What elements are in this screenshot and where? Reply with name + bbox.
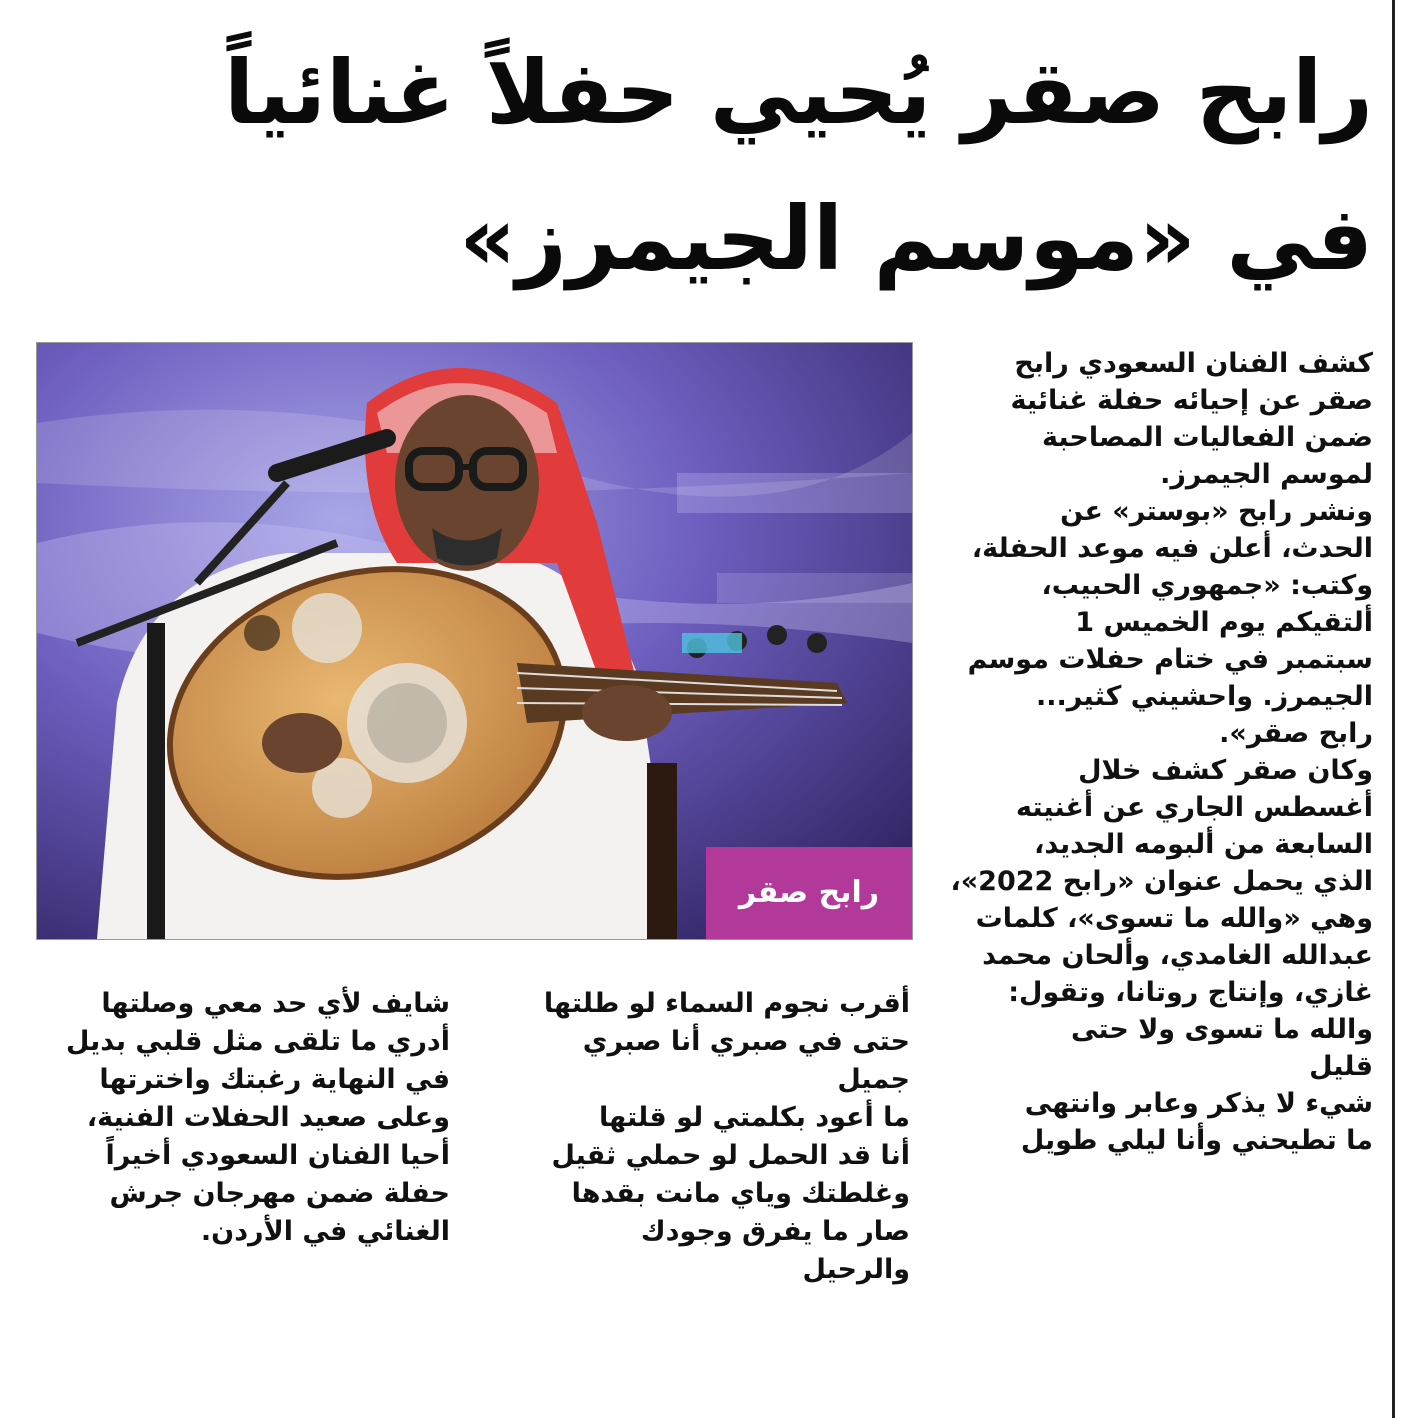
body-line: قليل xyxy=(1309,1051,1373,1082)
body-line: غازي، وإنتاج روتانا، وتقول: xyxy=(1008,977,1373,1008)
body-line: ونشر رابح «بوستر» عن xyxy=(1060,496,1373,527)
body-line: شيء لا يذكر وعابر وانتهى xyxy=(1024,1088,1373,1119)
body-line: عبدالله الغامدي، وألحان محمد xyxy=(982,940,1373,971)
body-line: ألتقيكم يوم الخميس 1 xyxy=(1075,607,1373,638)
body-line: وعلى صعيد الحفلات الفنية، xyxy=(86,1102,450,1133)
body-line: ما تطيحني وأنا ليلي طويل xyxy=(1020,1125,1373,1156)
lyric-line: حتى في صبري أنا صبري xyxy=(582,1026,910,1057)
body-line: في النهاية رغبتك واخترتها xyxy=(99,1064,450,1095)
lyric-line: صار ما يفرق وجودك xyxy=(640,1216,910,1247)
photo-caption: رابح صقر xyxy=(706,847,912,939)
lyric-line: جميل xyxy=(837,1064,910,1095)
body-line: والله ما تسوى ولا حتى xyxy=(1071,1014,1373,1045)
lyric-line: والرحيل xyxy=(802,1254,910,1285)
article-photo xyxy=(36,342,913,940)
body-line: صقر عن إحيائه حفلة غنائية xyxy=(1010,385,1373,416)
body-line: الغنائي في الأردن. xyxy=(200,1216,450,1247)
body-line: لموسم الجيمرز. xyxy=(1160,459,1373,490)
column-rule xyxy=(1392,0,1395,1418)
lyric-line: أقرب نجوم السماء لو طلتها xyxy=(543,988,910,1019)
body-line: سبتمبر في ختام حفلات موسم xyxy=(967,644,1373,675)
body-line: رابح صقر». xyxy=(1219,718,1373,749)
lyric-line: ما أعود بكلمتي لو قلتها xyxy=(599,1102,910,1133)
body-line: أغسطس الجاري عن أغنيته xyxy=(1016,792,1373,823)
headline-line-1: رابح صقر يُحيي حفلاً غنائياً xyxy=(223,41,1373,144)
body-line: أحيا الفنان السعودي أخيراً xyxy=(105,1140,450,1171)
lyric-line: أنا قد الحمل لو حملي ثقيل xyxy=(551,1140,910,1171)
body-line: الحدث، أعلن فيه موعد الحفلة، xyxy=(971,533,1373,564)
body-line: كشف الفنان السعودي رابح xyxy=(1014,348,1373,379)
body-line: حفلة ضمن مهرجان جرش xyxy=(109,1178,450,1209)
headline-line-2: في «موسم الجيمرز» xyxy=(459,187,1373,290)
body-line: وكتب: «جمهوري الحبيب، xyxy=(1041,570,1373,601)
body-line: الجيمرز. واحشيني كثير... xyxy=(1035,681,1373,712)
body-line: وكان صقر كشف خلال xyxy=(1078,755,1373,786)
lyric-line: وغلطتك وياي مانت بقدها xyxy=(571,1178,910,1209)
body-column-middle xyxy=(470,985,910,1289)
body-line: السابعة من ألبومه الجديد، xyxy=(1034,829,1373,860)
body-line: شايف لأي حد معي وصلتها xyxy=(101,988,450,1019)
body-column-left xyxy=(30,985,450,1251)
body-line: وهي «والله ما تسوى»، كلمات xyxy=(975,903,1373,934)
body-line: الذي يحمل عنوان «رابح 2022»، xyxy=(950,866,1373,897)
body-line: ضمن الفعاليات المصاحبة xyxy=(1041,422,1373,453)
body-line: أدري ما تلقى مثل قلبي بديل xyxy=(65,1026,450,1057)
body-column-right xyxy=(950,345,1373,1159)
